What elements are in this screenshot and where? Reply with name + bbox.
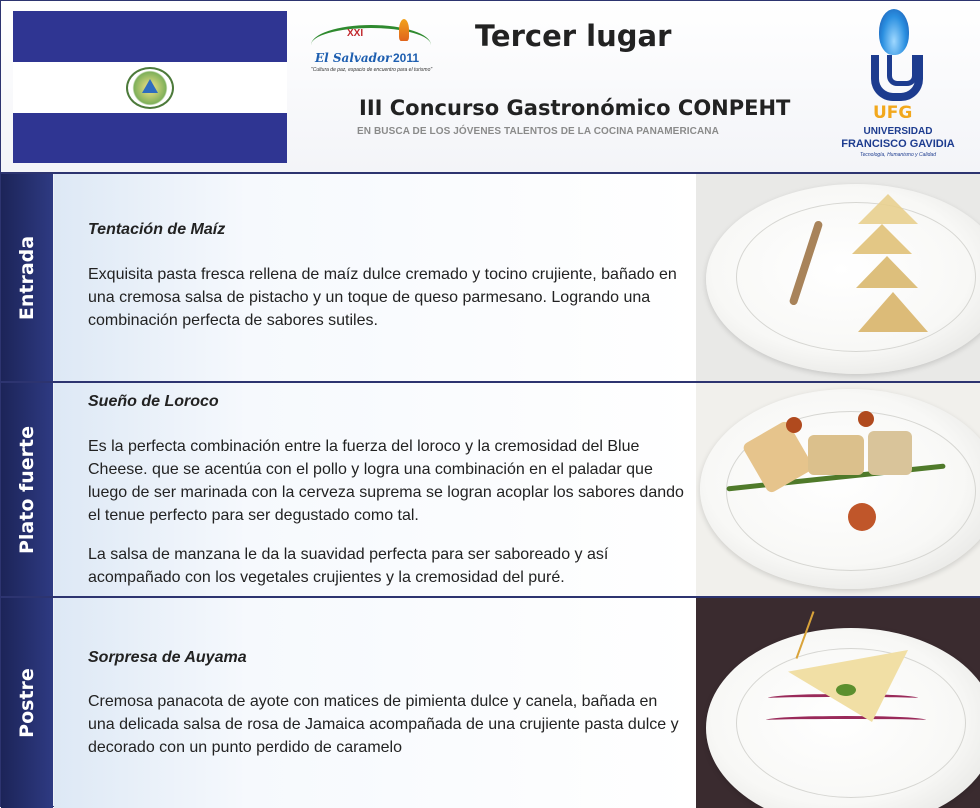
congress-logo-place: El Salvador <box>315 51 392 65</box>
congress-logo <box>309 19 433 77</box>
course-content <box>54 598 696 808</box>
course-category-label: Entrada <box>16 235 38 320</box>
dish-photo <box>696 174 980 381</box>
jamaica-sauce-image <box>766 716 926 724</box>
flame-icon <box>879 9 909 55</box>
mint-leaf-image <box>836 684 856 696</box>
dish-photo <box>696 383 980 596</box>
el-salvador-flag <box>13 11 287 163</box>
course-category-tab <box>1 383 53 596</box>
course-row-entrada <box>1 174 980 381</box>
flag-stripe-bottom <box>13 113 287 163</box>
chicken-roll-image <box>868 431 912 475</box>
university-abbr: UFG <box>873 103 913 123</box>
course-content <box>54 174 696 381</box>
contest-slogan: EN BUSCA DE LOS JÓVENES TALENTOS DE LA COCINA PANAMERICANA <box>357 126 719 137</box>
u-emblem-icon <box>871 55 923 101</box>
chicken-roll-image <box>808 435 864 475</box>
dish-photo <box>696 598 980 808</box>
course-row-postre <box>1 596 980 808</box>
page-header <box>1 1 980 174</box>
dish-description: Exquisita pasta fresca rellena de maíz dulce cremado y tocino crujiente, bañado en una cremosa salsa de pistacho y un toque de queso parmesano. Logrando una combinación perfecta de sabores sutiles. <box>88 266 677 329</box>
dish-name: Sueño de Loroco <box>88 393 219 410</box>
course-category-tab <box>1 598 53 808</box>
congress-logo-text: XXI <box>347 28 364 39</box>
dish-description: Es la perfecta combinación entre la fuerza del loroco y la cremosidad del Blue Cheese. que se acentúa con el pollo y logra una combinación en el paladar que luego de ser marinada con la cerveza suprema se logran acoplar los sabores dando el tenue perfecto para ser degustado como tal. <box>88 438 684 524</box>
flag-stripe-top <box>13 11 287 62</box>
dish-description: Cremosa panacota de ayote con matices de pimienta dulce y canela, bañada en una delicada salsa de rosa de Jamaica acompañada de una crujiente pasta dulce y decorado con un punto perdido de caramelo <box>88 693 679 756</box>
plate-rim <box>736 202 976 352</box>
course-row-plato-fuerte <box>1 381 980 596</box>
university-name-line1: UNIVERSIDAD <box>863 126 933 137</box>
sauce-dot-image <box>848 503 876 531</box>
page-title: Tercer lugar <box>475 19 672 53</box>
course-category-tab <box>1 174 53 381</box>
dish-name: Sorpresa de Auyama <box>88 649 247 666</box>
course-category-label: Postre <box>16 668 38 738</box>
course-category-label: Plato fuerte <box>16 425 38 554</box>
university-name-line2: FRANCISCO GAVIDIA <box>841 138 955 150</box>
congress-logo-year: 2011 <box>393 51 420 65</box>
coat-of-arms-icon <box>126 67 174 109</box>
contest-name: III Concurso Gastronómico CONPEHT <box>359 96 791 120</box>
sauce-dot-image <box>858 411 874 427</box>
dish-description: La salsa de manzana le da la suavidad perfecta para ser saboreado y así acompañado con los vegetales crujientes y la cremosidad del puré. <box>88 546 609 586</box>
university-motto: Tecnología, Humanismo y Calidad <box>860 152 936 158</box>
university-logo <box>833 9 963 169</box>
dish-name: Tentación de Maíz <box>88 221 226 238</box>
torch-icon <box>399 19 409 41</box>
congress-logo-tagline: "Cultura de paz, espacio de encuentro para el turismo" <box>311 67 433 73</box>
sauce-dot-image <box>786 417 802 433</box>
course-content <box>54 383 696 596</box>
